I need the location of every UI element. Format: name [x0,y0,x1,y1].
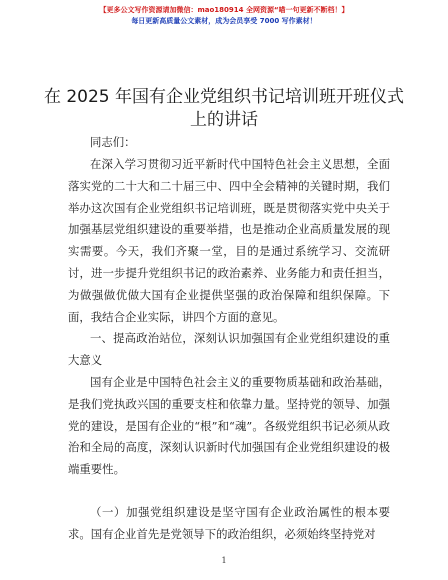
section-heading-1: 一、提高政治站位，深刻认识加强国有企业党组织建设的重大意义 [68,331,390,367]
promo-banner-line-1: 【更多公文写作资源请加微信：mao180914 全网资源“喵一句更新不断档！】 [99,6,349,14]
page-number: 1 [221,556,227,565]
paragraph-intro: 在深入学习贯彻习近平新时代中国特色社会主义思想，全面落实党的二十大和二十届三中、四中全会精神的关键时期，我们举办这次国有企业党组织书记培训班，既是贯彻落实党中央关于加强基层党组织建设的重要举措，也是推动企业高质量发展的现实需要。今天，我们齐聚一堂，目的是通过系统学习、交流研讨，进一步提升党组织书记的政治素养、业务能力和责任担当，为做强做优做大国有企业提供坚强的政治保障和组织保障。下面，我结合企业实际，讲四个方面的意见。 [68,157,390,324]
salutation: 同志们： [90,135,136,149]
paragraph-section-1: 国有企业是中国特色社会主义的重要物质基础和政治基础，是我们党执政兴国的重要支柱和依靠力量。坚持党的领导、加强党的建设，是国有企业的“根”和“魂”。各级党组织书记必须从政治和全局的高度，深刻认识新时代加强国有企业党组织建设的极端重要性。 [68,375,390,477]
subsection-heading-1: （一）加强党组织建设是坚守国有企业政治属性的根本要求。国有企业首先是党领导下的政治组织，必须始终坚持党对 [68,505,390,541]
promo-banner-line-2: 每日更新高质量公文素材，成为会员享受 7000 写作素材！ [131,17,317,25]
document-title: 在 2025 年国有企业党组织书记培训班开班仪式上的讲话 [43,87,405,130]
